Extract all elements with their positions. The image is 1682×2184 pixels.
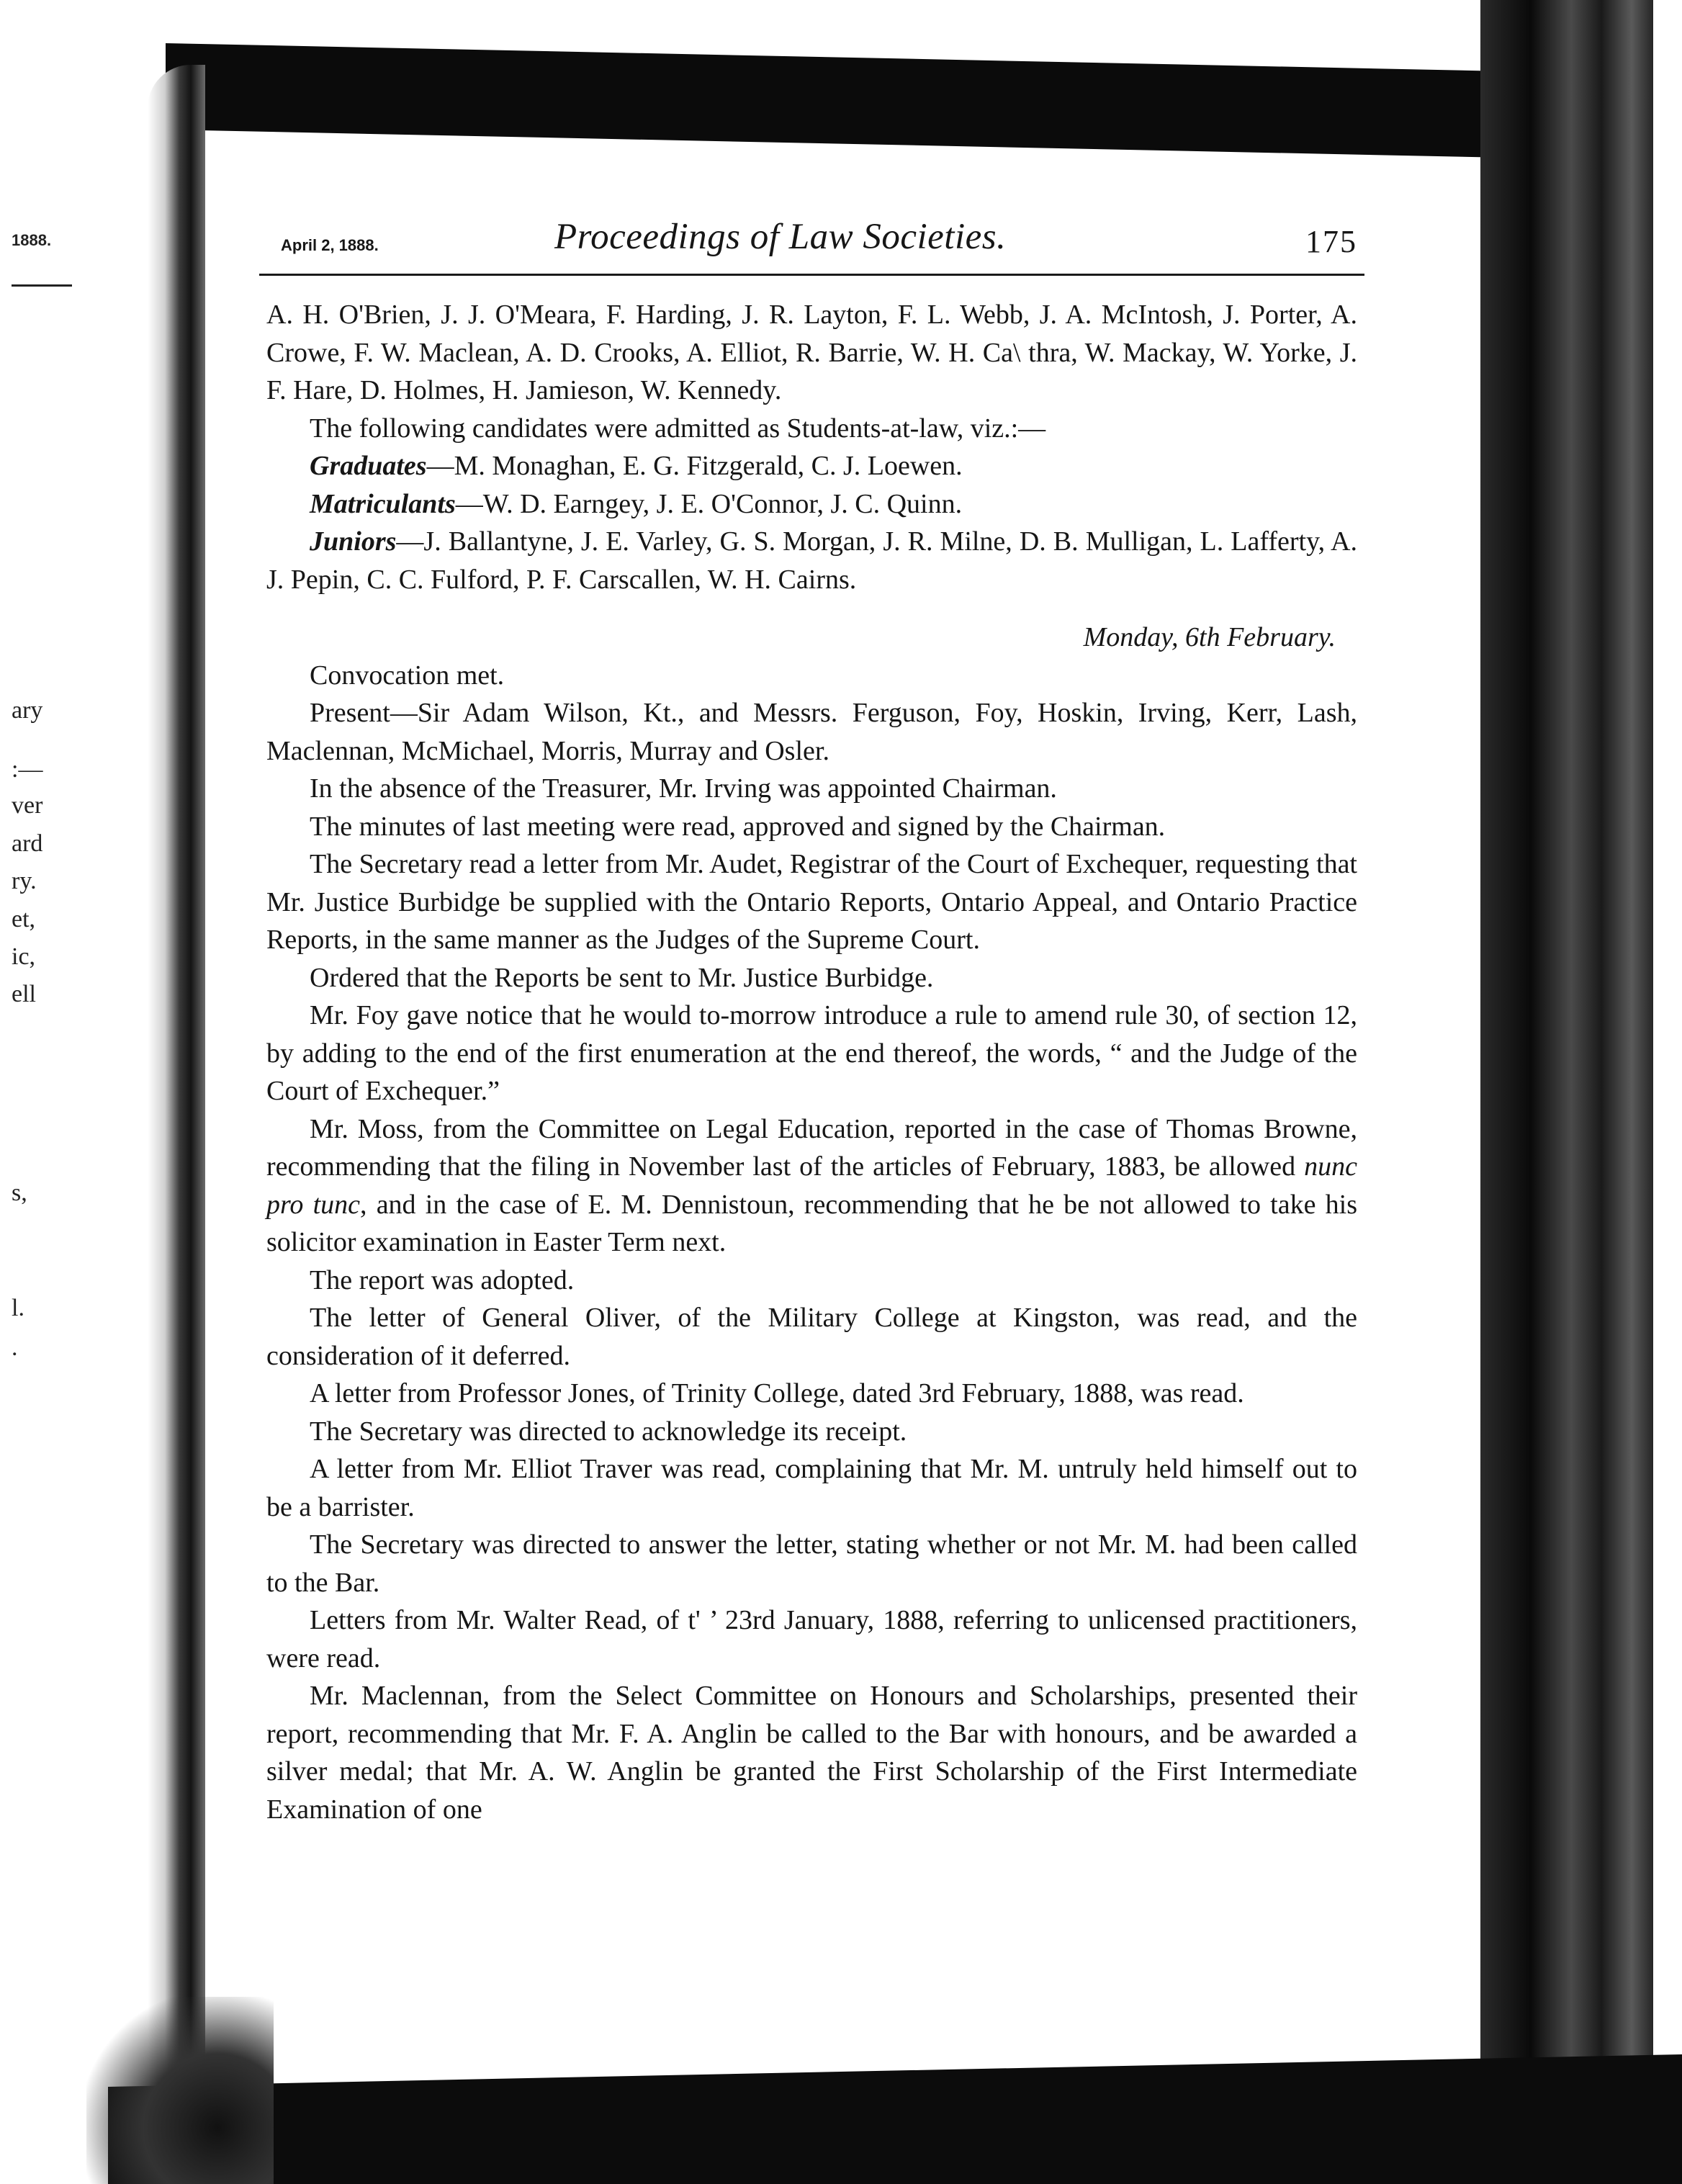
page-number: 175 <box>1305 224 1357 259</box>
audet-letter-paragraph: The Secretary read a letter from Mr. Audet, Registrar of the Court of Exchequer, requesting that Mr. Justice Burbidge be supplied with the Ontario Reports, Ontario Appeal, and Ontario Practice Reports, in the same manner as the Judges of the Supreme Court. <box>266 849 1357 955</box>
foy-notice-paragraph: Mr. Foy gave notice that he would to-morrow introduce a rule to amend rule 30, of section 12, by adding to the end of the first enumeration at the end thereof, the words, “ and the Judge of the Court of Exchequer.” <box>266 1000 1357 1106</box>
traver-letter-paragraph: A letter from Mr. Elliot Traver was read, complaining that Mr. M. untruly held himself out to be a barrister. <box>266 1454 1357 1522</box>
scan-right-margin <box>1653 0 1682 2184</box>
moss-report-text-b: , and in the case of E. M. Dennistoun, recommending that he be not allowed to take his solicitor examination in Easter Term next. <box>266 1189 1357 1257</box>
moss-report-text-a: Mr. Moss, from the Committee on Legal Education, reported in the case of Thomas Browne, recommending that the filing in November last of the articles of February, 1883, be allowed <box>266 1113 1357 1182</box>
header-date: April 2, 1888. <box>281 236 379 254</box>
ordered-paragraph: Ordered that the Reports be sent to Mr. Justice Burbidge. <box>310 962 934 993</box>
scan-corner-shadow <box>86 1997 274 2184</box>
scan-bottom-shadow <box>108 2054 1682 2184</box>
date-heading: Monday, 6th February. <box>1083 622 1336 652</box>
acknowledge-paragraph: The Secretary was directed to acknowledge its receipt. <box>310 1416 907 1447</box>
juniors-paragraph <box>259 523 1364 598</box>
moss-latin-phrase: nunc pro tunc <box>266 1151 1357 1220</box>
students-intro-paragraph <box>259 410 1364 448</box>
book-edge-right <box>1480 0 1682 2184</box>
report-adopted-paragraph: The report was adopted. <box>310 1264 575 1295</box>
graduates-paragraph <box>259 447 1364 485</box>
graduates-label: Graduates <box>310 451 427 481</box>
document-page <box>259 216 1364 1828</box>
juniors-names: —J. Ballantyne, J. E. Varley, G. S. Morgan, J. R. Milne, D. B. Mulligan, L. Lafferty, A. J. Pepin, C. C. Fulford, P. F. Carscallen, W. H. Cairns. <box>266 526 1357 595</box>
left-page-fragment: :— <box>12 756 43 783</box>
page-gutter-shadow <box>148 65 205 2182</box>
left-page-fragment: . <box>12 1334 18 1361</box>
left-page-fragment: ary <box>12 697 43 724</box>
names-list-paragraph: A. H. O'Brien, J. J. O'Meara, F. Harding, J. R. Layton, F. L. Webb, J. A. McIntosh, J. Porter, A. Crowe, F. W. Maclean, A. D. Crooks, A. Elliot, R. Barrie, W. H. Ca\ thra, W. Mackay, W. Yorke, J. F. Hare, D. Holmes, H. Jamieson, W. Kennedy. <box>266 300 1357 405</box>
maclennan-report-paragraph: Mr. Maclennan, from the Select Committee on Honours and Scholarships, presented their report, recommending that Mr. F. A. Anglin be called to the Bar with honours, and be awarded a silver medal; that Mr. A. W. Anglin be granted the First Scholarship of the First Intermediate Examination of one <box>266 1681 1357 1825</box>
left-page-fragment: l. <box>12 1295 24 1321</box>
convocation-paragraph: Convocation met. <box>310 660 505 691</box>
left-page-year: 1888. <box>12 231 52 249</box>
left-page-rule <box>12 284 72 287</box>
juniors-label: Juniors <box>310 526 397 557</box>
jones-letter-paragraph: A letter from Professor Jones, of Trinity College, dated 3rd February, 1888, was read. <box>310 1378 1244 1408</box>
left-page-fragment: s, <box>12 1179 27 1206</box>
page-title: Proceedings of Law Societies. <box>554 217 1007 257</box>
moss-report-paragraph <box>259 1110 1364 1262</box>
left-page-fragment: ard <box>12 830 43 857</box>
matriculants-paragraph <box>259 485 1364 523</box>
read-letters-paragraph: Letters from Mr. Walter Read, of t' ’ 23rd January, 1888, referring to unlicensed practitioners, were read. <box>266 1605 1357 1673</box>
students-intro-text: The following candidates were admitted as Students-at-law, viz.:— <box>310 413 1046 444</box>
minutes-paragraph: The minutes of last meeting were read, approved and signed by the Chairman. <box>310 811 1166 842</box>
graduates-names: —M. Monaghan, E. G. Fitzgerald, C. J. Loewen. <box>426 451 963 481</box>
running-header <box>259 216 1364 276</box>
chairman-paragraph: In the absence of the Treasurer, Mr. Irving was appointed Chairman. <box>310 773 1057 804</box>
matriculants-names: —W. D. Earngey, J. E. O'Connor, J. C. Quinn. <box>455 488 963 519</box>
left-page-fragment: ic, <box>12 943 36 970</box>
matriculants-label: Matriculants <box>310 488 456 519</box>
left-page-fragment: et, <box>12 906 36 933</box>
left-page-fragment: ry. <box>12 868 37 894</box>
left-page-fragment: ver <box>12 792 43 819</box>
oliver-letter-paragraph: The letter of General Oliver, of the Military College at Kingston, was read, and the consideration of it deferred. <box>266 1303 1357 1371</box>
left-page-fragment: ell <box>12 981 36 1007</box>
present-paragraph: Present—Sir Adam Wilson, Kt., and Messrs. Ferguson, Foy, Hoskin, Irving, Kerr, Lash, Maclennan, McMichael, Morris, Murray and Osler. <box>266 698 1357 766</box>
answer-letter-paragraph: The Secretary was directed to answer the letter, stating whether or not Mr. M. had been called to the Bar. <box>266 1529 1357 1598</box>
